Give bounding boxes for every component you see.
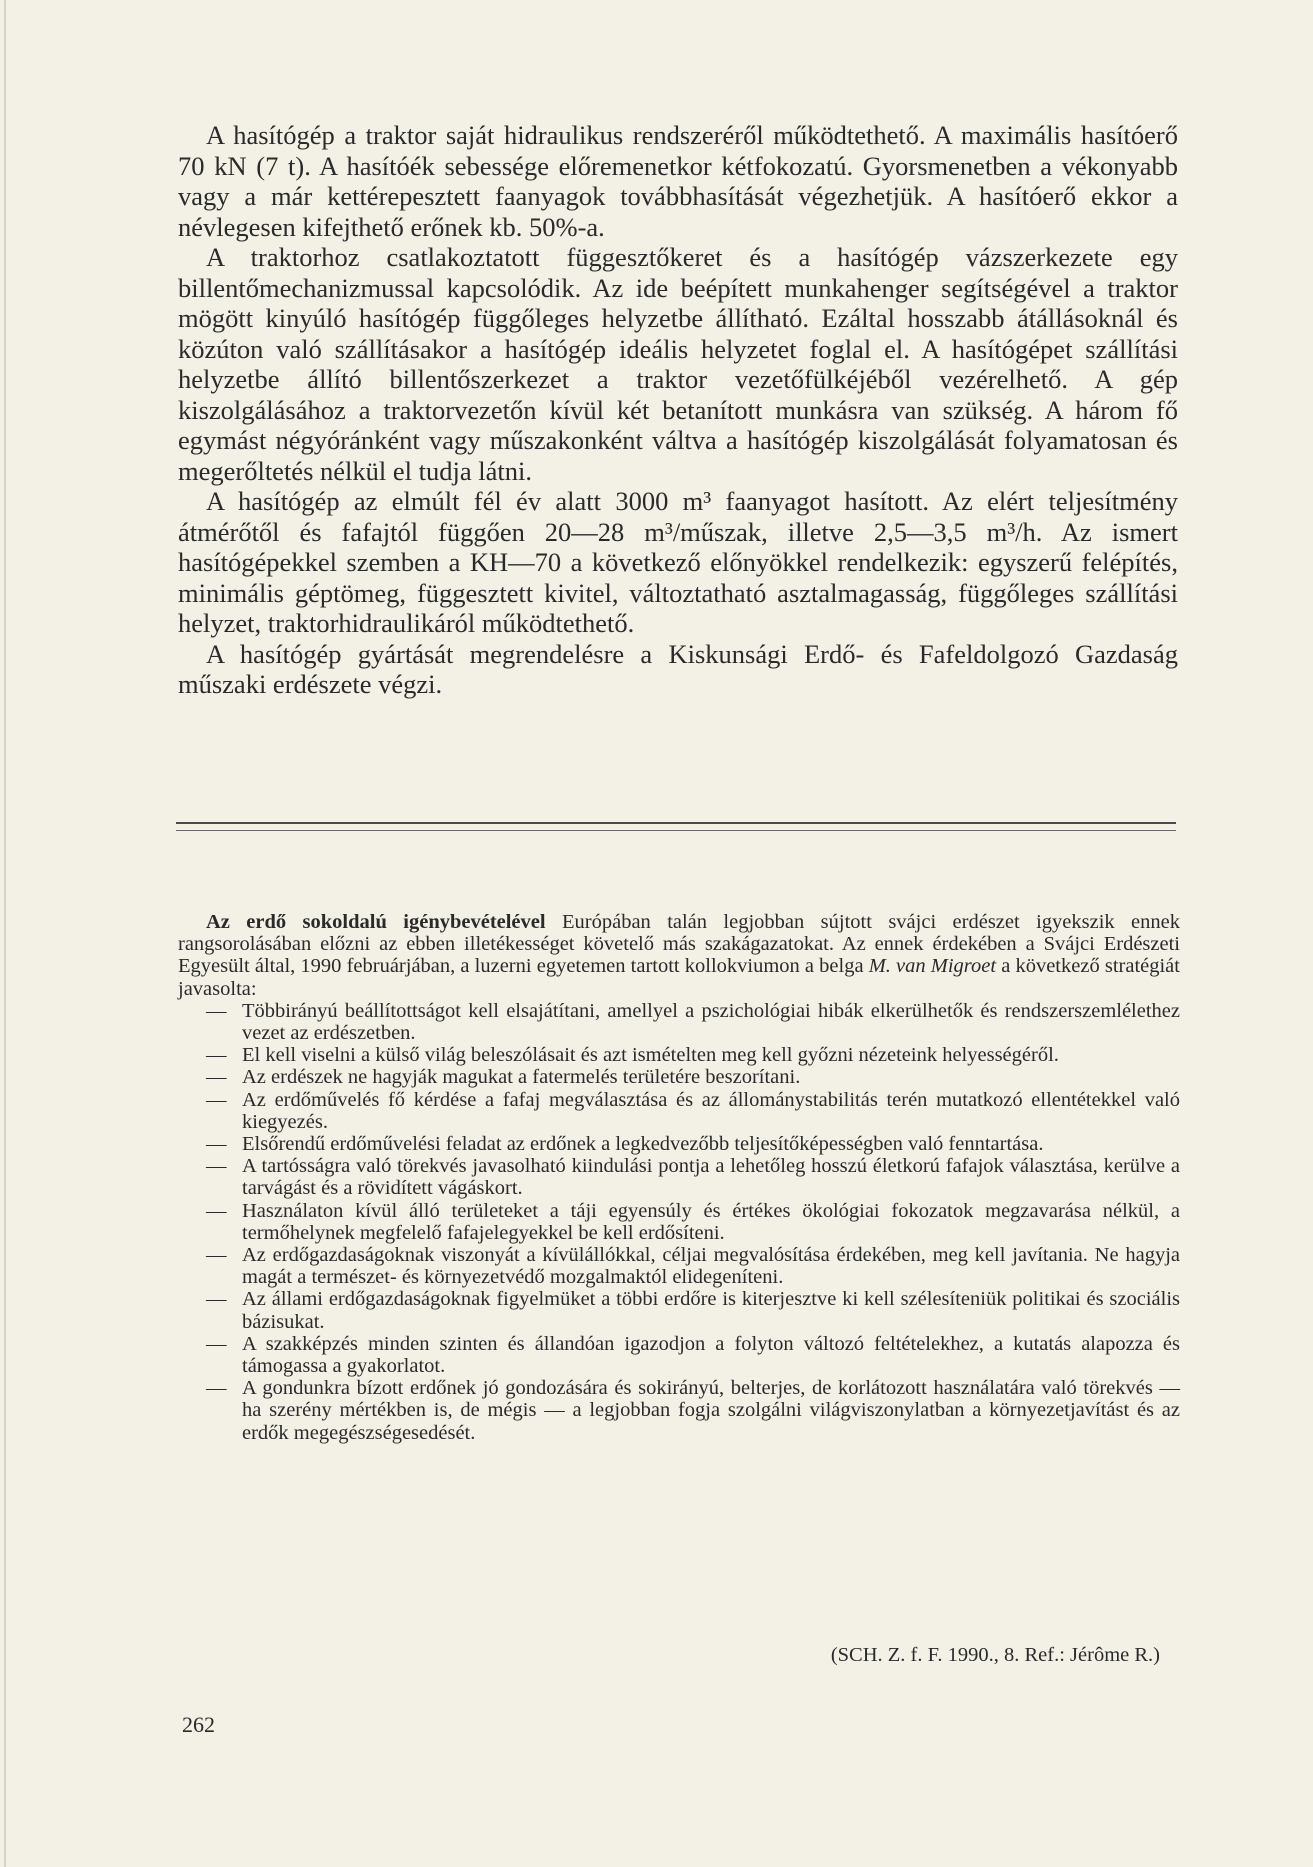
- strategy-list: [178, 1000, 1180, 1444]
- list-item: [178, 1288, 1180, 1332]
- article-lead: Az erdő sokoldalú igénybevételével: [206, 911, 546, 933]
- list-item: [178, 1000, 1180, 1044]
- dash-bullet: —: [206, 1332, 227, 1355]
- section-divider: [176, 822, 1176, 831]
- dash-bullet: —: [206, 1044, 227, 1067]
- source-reference: [700, 1644, 1160, 1666]
- paragraph: A hasítógép a traktor saját hidraulikus rendszeréről működtethető. A maximális hasítóerő 70 kN (7 t). A hasítóék sebessége előremenetkor kétfokozatú. Gyorsmenetben a vékonyabb vagy a már kettérepesztett faanyagok továbbhasítását végezhetjük. A hasítóerő ekkor a névlegesen kifejthető erőnek kb. 50%-a.: [178, 120, 1178, 242]
- list-item: [178, 1244, 1180, 1288]
- reference-text: (SCH. Z. f. F. 1990., 8. Ref.:: [830, 1644, 1071, 1666]
- list-item: [178, 1200, 1180, 1244]
- dash-bullet: —: [206, 1066, 227, 1089]
- list-item-text: Elsőrendű erdőművelési feladat az erdőnek a legkedvezőbb teljesítőképességben való fenntartása.: [242, 1133, 1044, 1156]
- list-item: [178, 1044, 1180, 1066]
- reference-end: ): [1153, 1644, 1160, 1666]
- dash-bullet: —: [206, 1133, 227, 1156]
- dash-bullet: —: [206, 1288, 227, 1311]
- reference-author: Jérôme R.: [1070, 1644, 1154, 1666]
- list-item: [178, 1089, 1180, 1133]
- list-item-text: A szakképzés minden szinten és állandóan igazodjon a folyton változó feltételekhez, a kutatás alapozza és támogassa a gyakorlatot.: [242, 1332, 1180, 1378]
- list-item-text: Többirányú beállítottságot kell elsajátítani, amellyel a pszichológiai hibák elkerülhetők és rendszerszemlélethez vezet az erdészetben.: [242, 999, 1180, 1045]
- list-item-text: Az erdőművelés fő kérdése a fafaj megválasztása és az állománystabilitás terén mutatkozó ellentétekkel való kiegyezés.: [242, 1088, 1180, 1133]
- list-item-text: A gondunkra bízott erdőnek jó gondozására és sokirányú, belterjes, de korlátozott használatára való törekvés — ha szerény mértékben is, de mégis — a legjobban fogja szolgálni világviszonylatban a környezetjavítást és az erdők megegészségesedését.: [242, 1377, 1180, 1444]
- list-item: [178, 1133, 1180, 1155]
- article-block: [178, 911, 1180, 1444]
- top-text-block: [178, 120, 1178, 700]
- list-item: [178, 1333, 1180, 1377]
- dash-bullet: —: [206, 1088, 227, 1111]
- list-item-text: Az erdőgazdaságoknak viszonyát a kívülállókkal, céljai megvalósítása érdekében, meg kell javítania. Ne hagyja magát a természet- és környezetvédő mozgalmaktól elidegeníteni.: [242, 1244, 1180, 1289]
- dash-bullet: —: [206, 1377, 227, 1400]
- dash-bullet: —: [206, 1199, 227, 1222]
- paragraph: A hasítógép az elmúlt fél év alatt 3000 m³ faanyagot hasított. Az elért teljesítmény átmérőtől és fafajtól függően 20—28 m³/műszak, illetve 2,5—3,5 m³/h. Az ismert hasítógépekkel szemben a KH—70 a következő előnyökkel rendelkezik: egyszerű felépítés, minimális géptömeg, függesztett kivitel, változtatható asztalmagasság, függőleges szállítási helyzet, traktorhidraulikáról működtethető.: [178, 486, 1178, 638]
- dash-bullet: —: [206, 1155, 227, 1178]
- author-name: M. van Migroet: [868, 955, 997, 978]
- dash-bullet: —: [206, 999, 227, 1022]
- paragraph: A traktorhoz csatlakoztatott függesztőkeret és a hasítógép vázszerkezete egy billentőmechanizmussal kapcsolódik. Az ide beépített munkahenger segítségével a traktor mögött kinyúló hasítógép függőleges helyzetbe állítható. Ezáltal hosszabb átállásoknál és közúton való szállításakor a hasítógép ideális helyzetet foglal el. A hasítógépet szállítási helyzetbe állító billentőszerkezet a traktor vezetőfülkéjéből vezérelhető. A gép kiszolgálásához a traktorvezetőn kívül két betanított munkásra van szükség. A három fő egymást négyóránként vagy műszakonként váltva a hasítógép kiszolgálását folyamatosan és megerőltetés nélkül el tudja látni.: [178, 242, 1178, 486]
- article-intro: [178, 911, 1180, 1000]
- list-item-text: Az állami erdőgazdaságoknak figyelmüket a többi erdőre is kiterjesztve ki kell szélesíteniük politikai és szociális bázisukat.: [242, 1288, 1180, 1333]
- list-item: [178, 1066, 1180, 1088]
- intro-text: Európában talán legjobban sújtott svájci erdészet igyekszik ennek rangsorolásában előzni az ebben illetékességet követelő más szakágazatokat. Az ennek érdekében a Svájci Erdészeti Egyesült által, 1990 februárjában, a luzerni egyetemen tartott kollokviumon a belga: [178, 911, 1180, 978]
- page-edge: [4, 0, 6, 1867]
- list-item-text: Használaton kívül álló területeket a táji egyensúly és értékes ökológiai fokozatok megzavarása nélkül, a termőhelynek megfelelő fafajelegyekkel be kell erdősíteni.: [242, 1199, 1180, 1244]
- list-item-text: A tartósságra való törekvés javasolható kiindulási pontja a lehetőleg hosszú életkorú fafajok választása, kerülve a tarvágást és a rövidített vágáskort.: [242, 1155, 1180, 1200]
- list-item-text: Az erdészek ne hagyják magukat a fatermelés területére beszorítani.: [242, 1066, 801, 1089]
- page-number: 262: [182, 1712, 215, 1737]
- intro-text-end: a következő stratégiát javasolta:: [178, 955, 1180, 1000]
- paragraph: A hasítógép gyártását megrendelésre a Kiskunsági Erdő- és Fafeldolgozó Gazdaság műszaki erdészete végzi.: [178, 638, 1178, 699]
- dash-bullet: —: [206, 1244, 227, 1267]
- list-item-text: El kell viselni a külső világ beleszólásait és azt ismételten meg kell győzni nézeteink helyességéről.: [242, 1044, 1059, 1067]
- list-item: [178, 1377, 1180, 1444]
- list-item: [178, 1155, 1180, 1199]
